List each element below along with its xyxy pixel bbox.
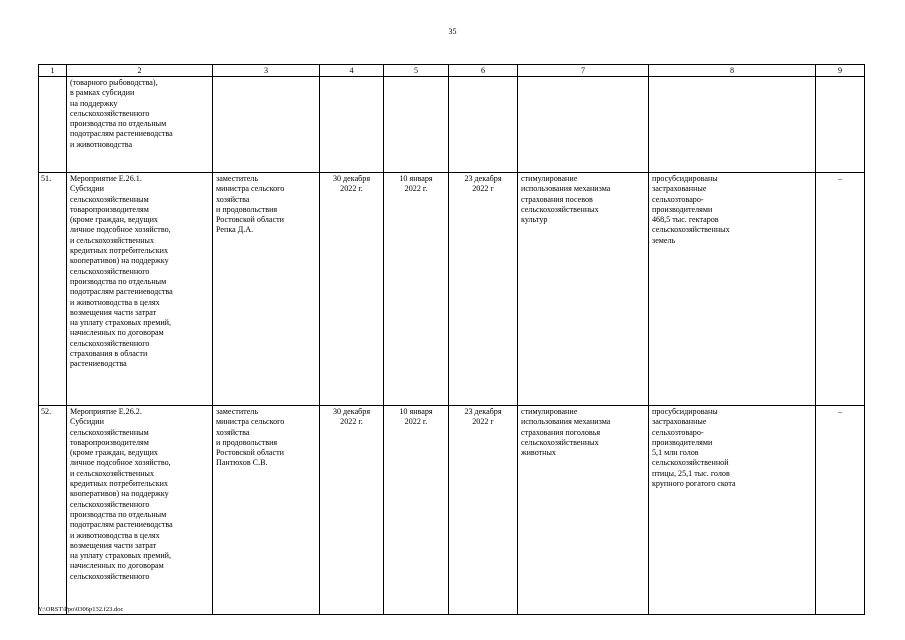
column-header: 6: [449, 65, 518, 77]
expected-result: стимулирование использования механизма страхования поголовья сельскохозяйственных животных: [518, 406, 649, 615]
table-cell: [649, 77, 816, 173]
date-end: 23 декабря 2022 г: [449, 406, 518, 615]
column-header: 1: [39, 65, 67, 77]
table-cell: [213, 77, 320, 173]
measure-name: Мероприятие Е.26.1. Субсидии сельскохозяйственным товаропроизводителям (кроме граждан, ведущих личное подсобное хозяйство, и сельскохозяйственных кредитных потребительских кооперативов) на поддержку сельскохозяйственного производства по отдельным подотраслям растениеводства и животноводства в целях возмещения части затрат на уплату страховых премий, начисленных по договорам сельскохозяйственного страхования в области растениеводства: [67, 173, 213, 406]
date-end: 23 декабря 2022 г: [449, 173, 518, 406]
measures-table: [38, 64, 865, 615]
table-cell: [518, 77, 649, 173]
page-number: 35: [448, 27, 457, 36]
indicator: просубсидированы застрахованные сельхозтоваро- производителями 468,5 тыс. гектаров сельскохозяйственных земель: [649, 173, 816, 406]
row-number: 52.: [39, 406, 67, 615]
continued-text: (товарного рыбоводства), в рамках субсидии на поддержку сельскохозяйственного производства по отдельным подотраслям растениеводства и животноводства: [67, 77, 213, 173]
column-header: 4: [320, 65, 384, 77]
date-start: 30 декабря 2022 г.: [320, 173, 384, 406]
row-number: 51.: [39, 173, 67, 406]
date-mid: 10 января 2022 г.: [384, 406, 449, 615]
table-cell: [320, 77, 384, 173]
table-row: [39, 173, 865, 406]
column-header: 2: [67, 65, 213, 77]
responsible-person: заместитель министра сельского хозяйства и продовольствия Ростовской области Пантюхов С.В.: [213, 406, 320, 615]
responsible-person: заместитель министра сельского хозяйства и продовольствия Ростовской области Репка Д.А.: [213, 173, 320, 406]
column-header: 5: [384, 65, 449, 77]
column-header: 7: [518, 65, 649, 77]
file-path-footer: Y:\ORST\Ppo\0306p132.f23.doc: [38, 606, 124, 613]
column-header: 8: [649, 65, 816, 77]
date-mid: 10 января 2022 г.: [384, 173, 449, 406]
date-start: 30 декабря 2022 г.: [320, 406, 384, 615]
column-9-value: –: [816, 173, 865, 406]
table-cell: [449, 77, 518, 173]
table-cell: [39, 77, 67, 173]
table-cell: [816, 77, 865, 173]
column-header: 3: [213, 65, 320, 77]
column-header: 9: [816, 65, 865, 77]
table-row: [39, 406, 865, 615]
table-header-row: [39, 65, 865, 77]
continued-row: [39, 77, 865, 173]
indicator: просубсидированы застрахованные сельхозтоваро- производителями 5,1 млн голов сельскохозяйственной птицы, 25,1 тыс. голов крупного рогатого скота: [649, 406, 816, 615]
expected-result: стимулирование использования механизма страхования посевов сельскохозяйственных культур: [518, 173, 649, 406]
measure-name: Мероприятие Е.26.2. Субсидии сельскохозяйственным товаропроизводителям (кроме граждан, ведущих личное подсобное хозяйство, и сельскохозяйственных кредитных потребительских кооперативов) на поддержку сельскохозяйственного производства по отдельным подотраслям растениеводства и животноводства в целях возмещения части затрат на уплату страховых премий, начисленных по договорам сельскохозяйственного: [67, 406, 213, 615]
column-9-value: –: [816, 406, 865, 615]
table-cell: [384, 77, 449, 173]
